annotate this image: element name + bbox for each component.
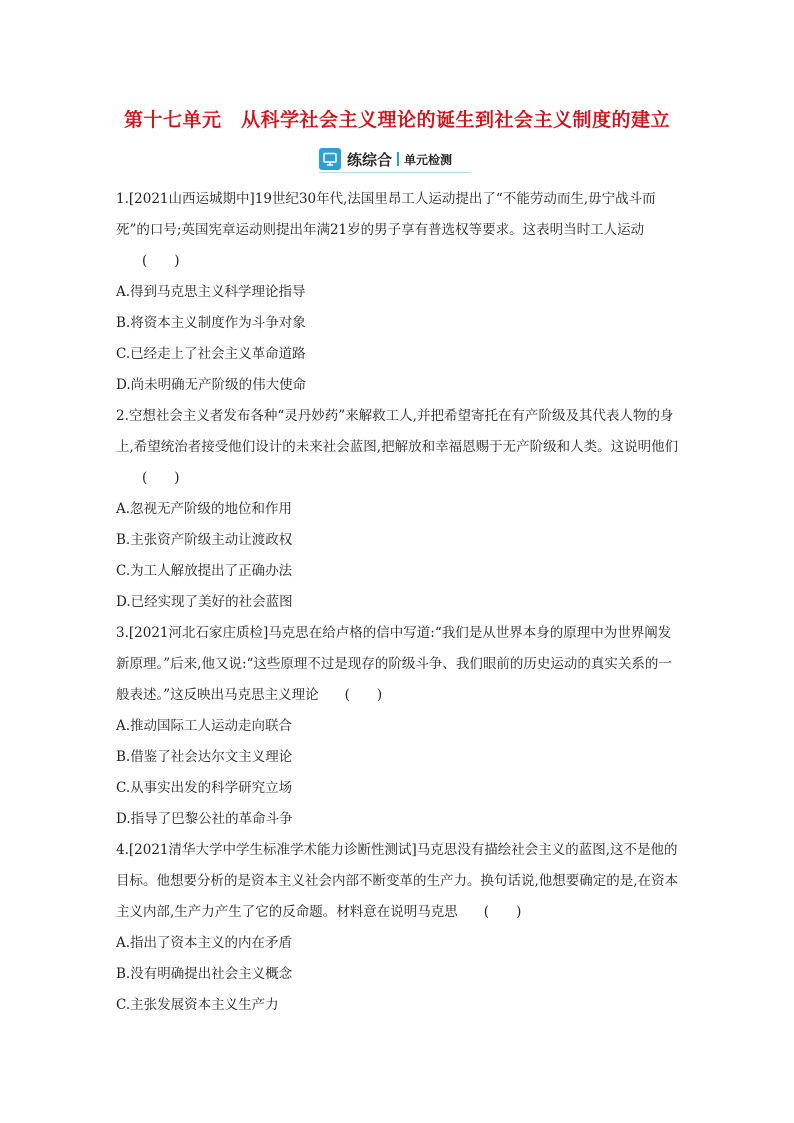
badge-underline <box>319 172 471 173</box>
option-d: D.尚未明确无产阶级的伟大使命 <box>116 377 307 393</box>
option-b: B.将资本主义制度作为斗争对象 <box>116 315 306 331</box>
question-1 <box>116 184 682 401</box>
section-badge <box>319 147 452 171</box>
option-c: C.为工人解放提出了正确办法 <box>116 563 293 579</box>
page-title: 第十七单元 从科学社会主义理论的诞生到社会主义制度的建立 <box>123 109 670 131</box>
option-b: B.主张资产阶级主动让渡政权 <box>116 532 293 548</box>
badge-sub-label: 单元检测 <box>404 152 453 167</box>
question-3 <box>116 618 682 835</box>
question-stem-text: 1.[2021山西运城期中]19世纪30年代,法国里昂工人运动提出了“不能劳动而生,毋宁战斗而死”的口号;英国宪章运动则提出年满21岁的男子享有普选权等要求。这表明当时工人运动 <box>116 191 656 238</box>
option-b: B.借鉴了社会达尔文主义理论 <box>116 749 293 765</box>
option-c: C.从事实出发的科学研究立场 <box>116 780 293 796</box>
badge-main-label: 练综合 <box>347 150 393 169</box>
option-c: C.主张发展资本主义生产力 <box>116 997 279 1013</box>
question-list <box>116 184 682 1021</box>
answer-paren: ( ) <box>483 904 522 920</box>
question-stem <box>116 184 682 277</box>
option-a: A.忽视无产阶级的地位和作用 <box>116 501 293 517</box>
option-d: D.已经实现了美好的社会蓝图 <box>116 594 293 610</box>
question-stem <box>116 401 682 494</box>
option-c: C.已经走上了社会主义革命道路 <box>116 346 306 362</box>
question-4 <box>116 835 682 1021</box>
badge-divider <box>397 152 399 166</box>
option-a: A.推动国际工人运动走向联合 <box>116 718 293 734</box>
option-d: D.指导了巴黎公社的革命斗争 <box>116 811 293 827</box>
answer-paren: ( ) <box>142 253 180 269</box>
question-stem-text: 4.[2021清华大学中学生标准学术能力诊断性测试]马克思没有描绘社会主义的蓝图,这不是他的目标。他想要分析的是资本主义社会内部不断变革的生产力。换句话说,他想要确定的是,在资本主义内部,生产力产生了它的反命题。材料意在说明马克思 <box>116 842 679 920</box>
question-2 <box>116 401 682 618</box>
option-a: A.指出了资本主义的内在矛盾 <box>116 935 293 951</box>
question-stem-text: 3.[2021河北石家庄质检]马克思在给卢格的信中写道:“我们是从世界本身的原理中为世界阐发新原理。”后来,他又说:“这些原理不过是现存的阶级斗争、我们眼前的历史运动的真实关系的一般表述。”这反映出马克思主义理论 <box>116 625 672 703</box>
answer-paren: ( ) <box>344 687 383 703</box>
monitor-icon <box>319 148 341 170</box>
answer-paren: ( ) <box>142 470 180 486</box>
option-b: B.没有明确提出社会主义概念 <box>116 966 293 982</box>
question-stem <box>116 835 682 928</box>
option-a: A.得到马克思主义科学理论指导 <box>116 284 306 300</box>
question-stem <box>116 618 682 711</box>
question-stem-text: 2.空想社会主义者发布各种“灵丹妙药”来解救工人,并把希望寄托在有产阶级及其代表人物的身上,希望统治者接受他们设计的未来社会蓝图,把解放和幸福恩赐于无产阶级和人类。这说明他们 <box>116 408 679 455</box>
